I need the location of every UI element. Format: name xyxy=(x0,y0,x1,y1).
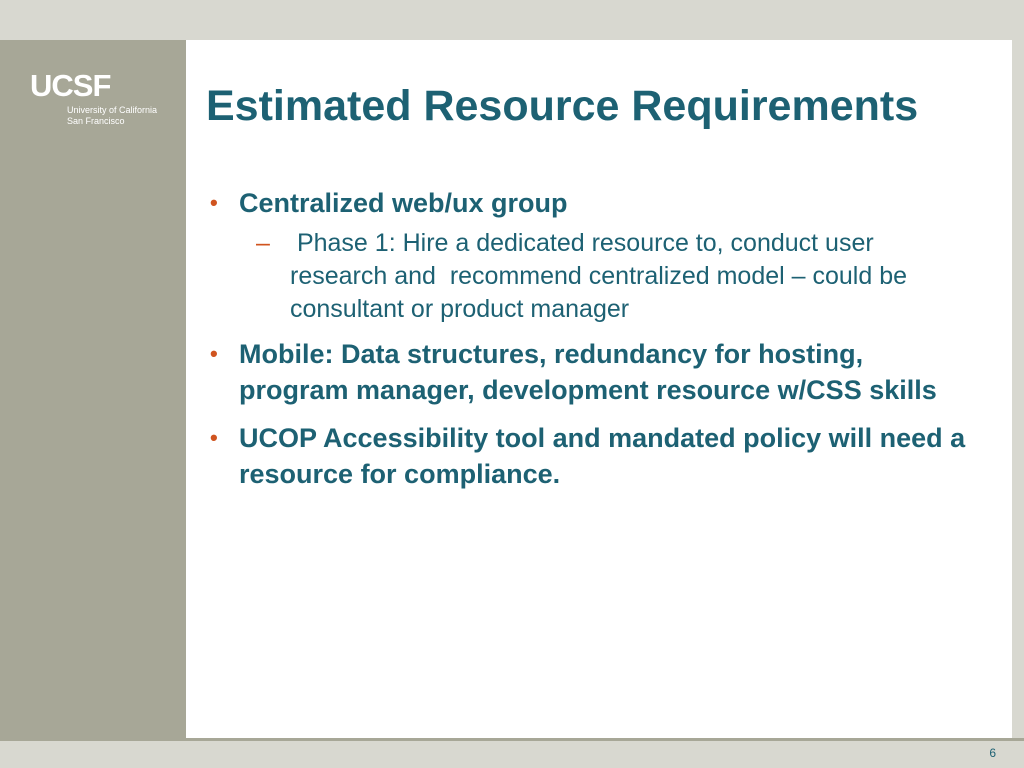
sub-bullet-item xyxy=(206,227,966,326)
logo-subtitle xyxy=(67,105,157,127)
bullet-item xyxy=(206,420,966,492)
sub-bullet-text: Phase 1: Hire a dedicated resource to, conduct user research and recommend centralized model – could be consultant or product manager xyxy=(290,229,914,323)
bullet-text: Mobile: Data structures, redundancy for hosting, program manager, development resource w/CSS skills xyxy=(239,339,937,405)
sub-bullet-marker: – xyxy=(256,229,270,257)
bullet-item xyxy=(206,185,966,221)
ucsf-logo xyxy=(30,70,157,127)
content-edge xyxy=(1012,40,1024,738)
slide-title: Estimated Resource Requirements xyxy=(206,82,919,130)
logo-line-campus: San Francisco xyxy=(67,116,125,126)
bullet-text: UCOP Accessibility tool and mandated policy will need a resource for compliance. xyxy=(239,423,966,489)
top-band xyxy=(0,0,1024,40)
page-number: 6 xyxy=(989,746,996,760)
footer-band xyxy=(0,741,1024,768)
bullet-marker: • xyxy=(210,341,218,366)
bullet-list xyxy=(206,185,966,492)
bullet-marker: • xyxy=(210,190,218,215)
bullet-text: Centralized web/ux group xyxy=(239,188,568,218)
logo-mark: UCSF xyxy=(30,68,111,103)
sidebar xyxy=(0,40,186,738)
bullet-item xyxy=(206,336,966,408)
bullet-marker: • xyxy=(210,425,218,450)
logo-line-university: University of California xyxy=(67,105,158,115)
